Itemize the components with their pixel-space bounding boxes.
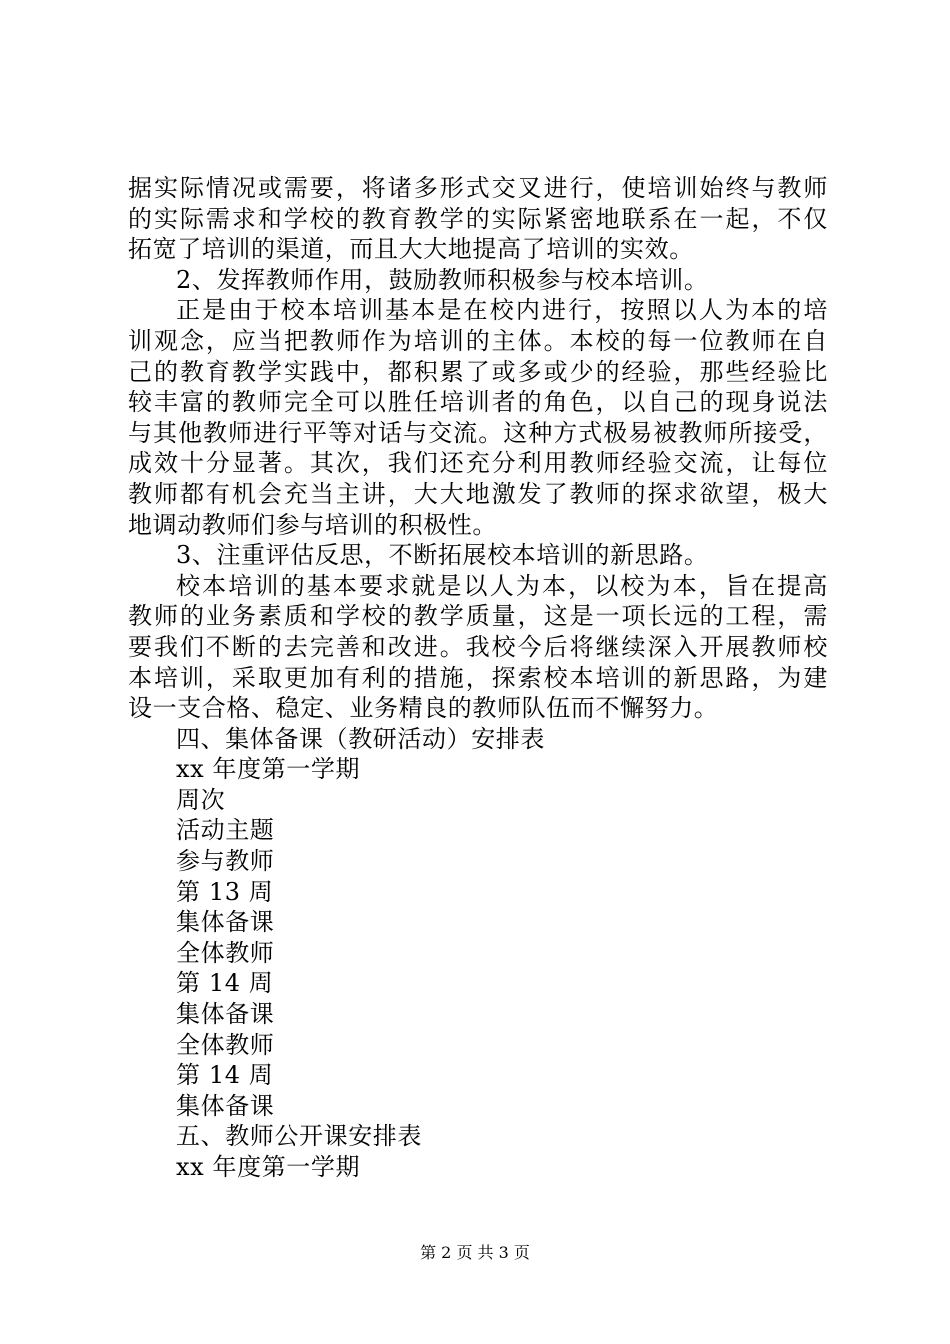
table-header-cell: 活动主题 <box>176 816 275 845</box>
table-cell: 全体教师 <box>176 1030 275 1059</box>
table-caption: xx 年度第一学期 <box>176 1153 361 1181</box>
paragraph-line: 与其他教师进行平等对话与交流。这种方式极易被教师所接受， <box>128 418 828 447</box>
paragraph-line: 据实际情况或需要，将诸多形式交叉进行，使培训始终与教师 <box>128 174 828 202</box>
table-cell: 第 13 周 <box>176 877 274 906</box>
table-cell: 集体备课 <box>176 908 275 937</box>
paragraph-line: 成效十分显著。其次，我们还充分利用教师经验交流，让每位 <box>128 449 828 478</box>
table-header-cell: 参与教师 <box>176 847 275 876</box>
paragraph-line: 本培训，采取更加有利的措施，探索校本培训的新思路，为建 <box>128 663 828 692</box>
section-heading: 3、注重评估反思，不断拓展校本培训的新思路。 <box>176 541 709 570</box>
paragraph-line: 设一支合格、稳定、业务精良的教师队伍而不懈努力。 <box>128 694 719 723</box>
table-cell: 集体备课 <box>176 1091 275 1120</box>
document-body <box>128 173 828 1183</box>
paragraph-line: 要我们不断的去完善和改进。我校今后将继续深入开展教师校 <box>128 632 828 661</box>
paragraph-line: 教师的业务素质和学校的教学质量，这是一项长远的工程，需 <box>128 602 828 631</box>
table-cell: 第 14 周 <box>176 1061 274 1090</box>
table-header-cell: 周次 <box>176 785 226 814</box>
table-caption: xx 年度第一学期 <box>176 755 361 784</box>
table-cell: 集体备课 <box>176 1000 275 1029</box>
section-heading: 2、发挥教师作用，鼓励教师积极参与校本培训。 <box>176 265 709 294</box>
section-heading: 五、教师公开课安排表 <box>176 1122 422 1151</box>
page-footer: 第 2 页 共 3 页 <box>420 1243 530 1262</box>
paragraph-line: 的实际需求和学校的教育教学的实际紧密地联系在一起，不仅 <box>128 204 828 233</box>
table-cell: 全体教师 <box>176 938 275 967</box>
paragraph-line: 教师都有机会充当主讲，大大地激发了教师的探求欲望，极大 <box>128 479 828 508</box>
paragraph-line: 训观念，应当把教师作为培训的主体。本校的每一位教师在自 <box>128 326 828 355</box>
paragraph-line: 较丰富的教师完全可以胜任培训者的角色，以自己的现身说法 <box>128 388 828 417</box>
paragraph-line: 校本培训的基本要求就是以人为本，以校为本，旨在提高 <box>176 571 828 600</box>
paragraph-line: 地调动教师们参与培训的积极性。 <box>128 510 497 539</box>
paragraph-line: 正是由于校本培训基本是在校内进行，按照以人为本的培 <box>176 296 828 325</box>
table-cell: 第 14 周 <box>176 969 274 998</box>
paragraph-line: 拓宽了培训的渠道，而且大大地提高了培训的实效。 <box>128 235 694 264</box>
section-heading: 四、集体备课（教研活动）安排表 <box>176 724 545 753</box>
paragraph-line: 己的教育教学实践中，都积累了或多或少的经验，那些经验比 <box>128 357 828 386</box>
